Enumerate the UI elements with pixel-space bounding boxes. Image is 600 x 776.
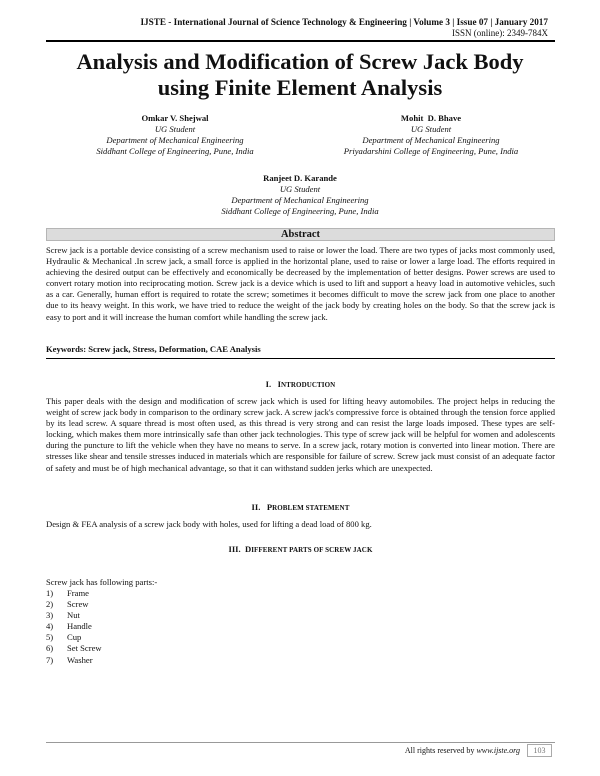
- author-institution: Siddhant College of Engineering, Pune, India: [96, 146, 254, 156]
- author-department: Department of Mechanical Engineering: [106, 135, 244, 145]
- author-institution: Siddhant College of Engineering, Pune, India: [221, 206, 379, 216]
- footer-divider: [46, 742, 555, 743]
- section-number: II.: [251, 502, 261, 512]
- list-item: 3) Nut: [46, 610, 80, 621]
- section-initial: I: [277, 379, 281, 389]
- section-title-rest: ROBLEM STATEMENT: [272, 504, 350, 512]
- author-block-1: [60, 113, 290, 157]
- author-department: Department of Mechanical Engineering: [231, 195, 369, 205]
- title-line-1: Analysis and Modification of Screw Jack Body: [76, 49, 524, 74]
- author-department: Department of Mechanical Engineering: [362, 135, 500, 145]
- author-name: Ranjeet D. Karande: [263, 173, 337, 183]
- parts-intro: Screw jack has following parts:-: [46, 577, 158, 587]
- keywords-divider: [46, 358, 555, 359]
- author-block-2: [312, 113, 550, 157]
- paper-title: [40, 49, 560, 101]
- keywords: Keywords: Screw jack, Stress, Deformation, CAE Analysis: [46, 344, 261, 354]
- section-heading-problem-statement: [46, 502, 555, 512]
- author-role: UG Student: [410, 124, 452, 134]
- abstract-text: Screw jack is a portable device consisting of a screw mechanism used to raise or lower the load. There are two types of jacks most commonly used, Hydraulic & Mechanical .In screw jack, a small force is applied in the horizontal plane, used to raise or lower a large load. The efforts required in achieving the desired output can be effectively and economically be decreased by the implementation of better designs. Power screws are used to convert rotary motion into reciprocating motion. Screw jack is a device which is used to lift and support a heavy load in automotive vehicles, such as a car. Generally, human effort is required to rotate the screw; sometimes it becomes difficult to move the screw jack from one place to another due to its heavy weight. In this work, we have tried to reduce the weight of the jack body by creating holes on the body. So that the screw jack is easy to port and it will increase the human comfort while handling the screw jack.: [46, 245, 555, 322]
- journal-header: IJSTE - International Journal of Science Technology & Engineering | Volume 3 | Issue 07 | January 2017: [140, 17, 548, 27]
- author-block-3: [185, 173, 415, 217]
- title-line-2: using Finite Element Analysis: [157, 75, 443, 100]
- author-role: UG Student: [279, 184, 321, 194]
- list-item: 4) Handle: [46, 621, 92, 632]
- author-role: UG Student: [154, 124, 196, 134]
- page-number: 103: [527, 744, 552, 757]
- header-divider: [46, 40, 555, 42]
- introduction-text: This paper deals with the design and modification of screw jack which is used for lifting heavy automobiles. The project helps in reducing the weight of screw jack body in comparison to the ordinary screw jack. A screw jack's compressive force is obtained through the tension force applied by its lead screw. A square thread is most often used, as this thread is very strong and can resist the large loads imposed. These types are self-locking, which makes them more intrinsically safe than other jack technologies. This type of screw jack will be helpful for women and adolescents during the puncture to lift the vehicle when they have no means to serve. In a screw jack, rotary motion is converted into linear motion. There are stresses like shear and tensile stresses induced in materials which are responsible for failure of screw. Screw jack must consist of an adequate factor of safety and must be of high mechanical advantage, so that it can withstand sudden jerks which are unexpected.: [46, 396, 555, 473]
- list-item: 7) Washer: [46, 654, 93, 665]
- author-institution: Priyadarshini College of Engineering, Pune, India: [343, 146, 519, 156]
- problem-statement-text: Design & FEA analysis of a screw jack body with holes, used for lifting a dead load of 800 kg.: [46, 519, 372, 529]
- section-initial: P: [266, 502, 273, 512]
- section-number: I.: [265, 379, 272, 389]
- footer-url[interactable]: www.ijste.org: [476, 746, 520, 755]
- author-name: Mohit D. Bhave: [400, 113, 462, 123]
- footer-rights: All rights reserved by www.ijste.org: [404, 746, 520, 755]
- section-title-rest: IFFERENT PARTS OF SCREW JACK: [251, 546, 373, 554]
- abstract-heading: Abstract: [46, 228, 555, 241]
- author-name: Omkar V. Shejwal: [141, 113, 209, 123]
- parts-list: [46, 588, 102, 666]
- section-heading-introduction: [46, 379, 555, 389]
- list-item: 5) Cup: [46, 632, 82, 643]
- list-item: 1) Frame: [46, 588, 89, 598]
- list-item: 2) Screw: [46, 599, 89, 610]
- section-initial: D: [244, 544, 252, 554]
- section-heading-parts: [46, 544, 555, 554]
- section-number: III.: [228, 544, 241, 554]
- section-title-rest: NTRODUCTION: [280, 381, 336, 389]
- issn-line: ISSN (online): 2349-784X: [452, 28, 548, 38]
- list-item: 6) Set Screw: [46, 643, 102, 654]
